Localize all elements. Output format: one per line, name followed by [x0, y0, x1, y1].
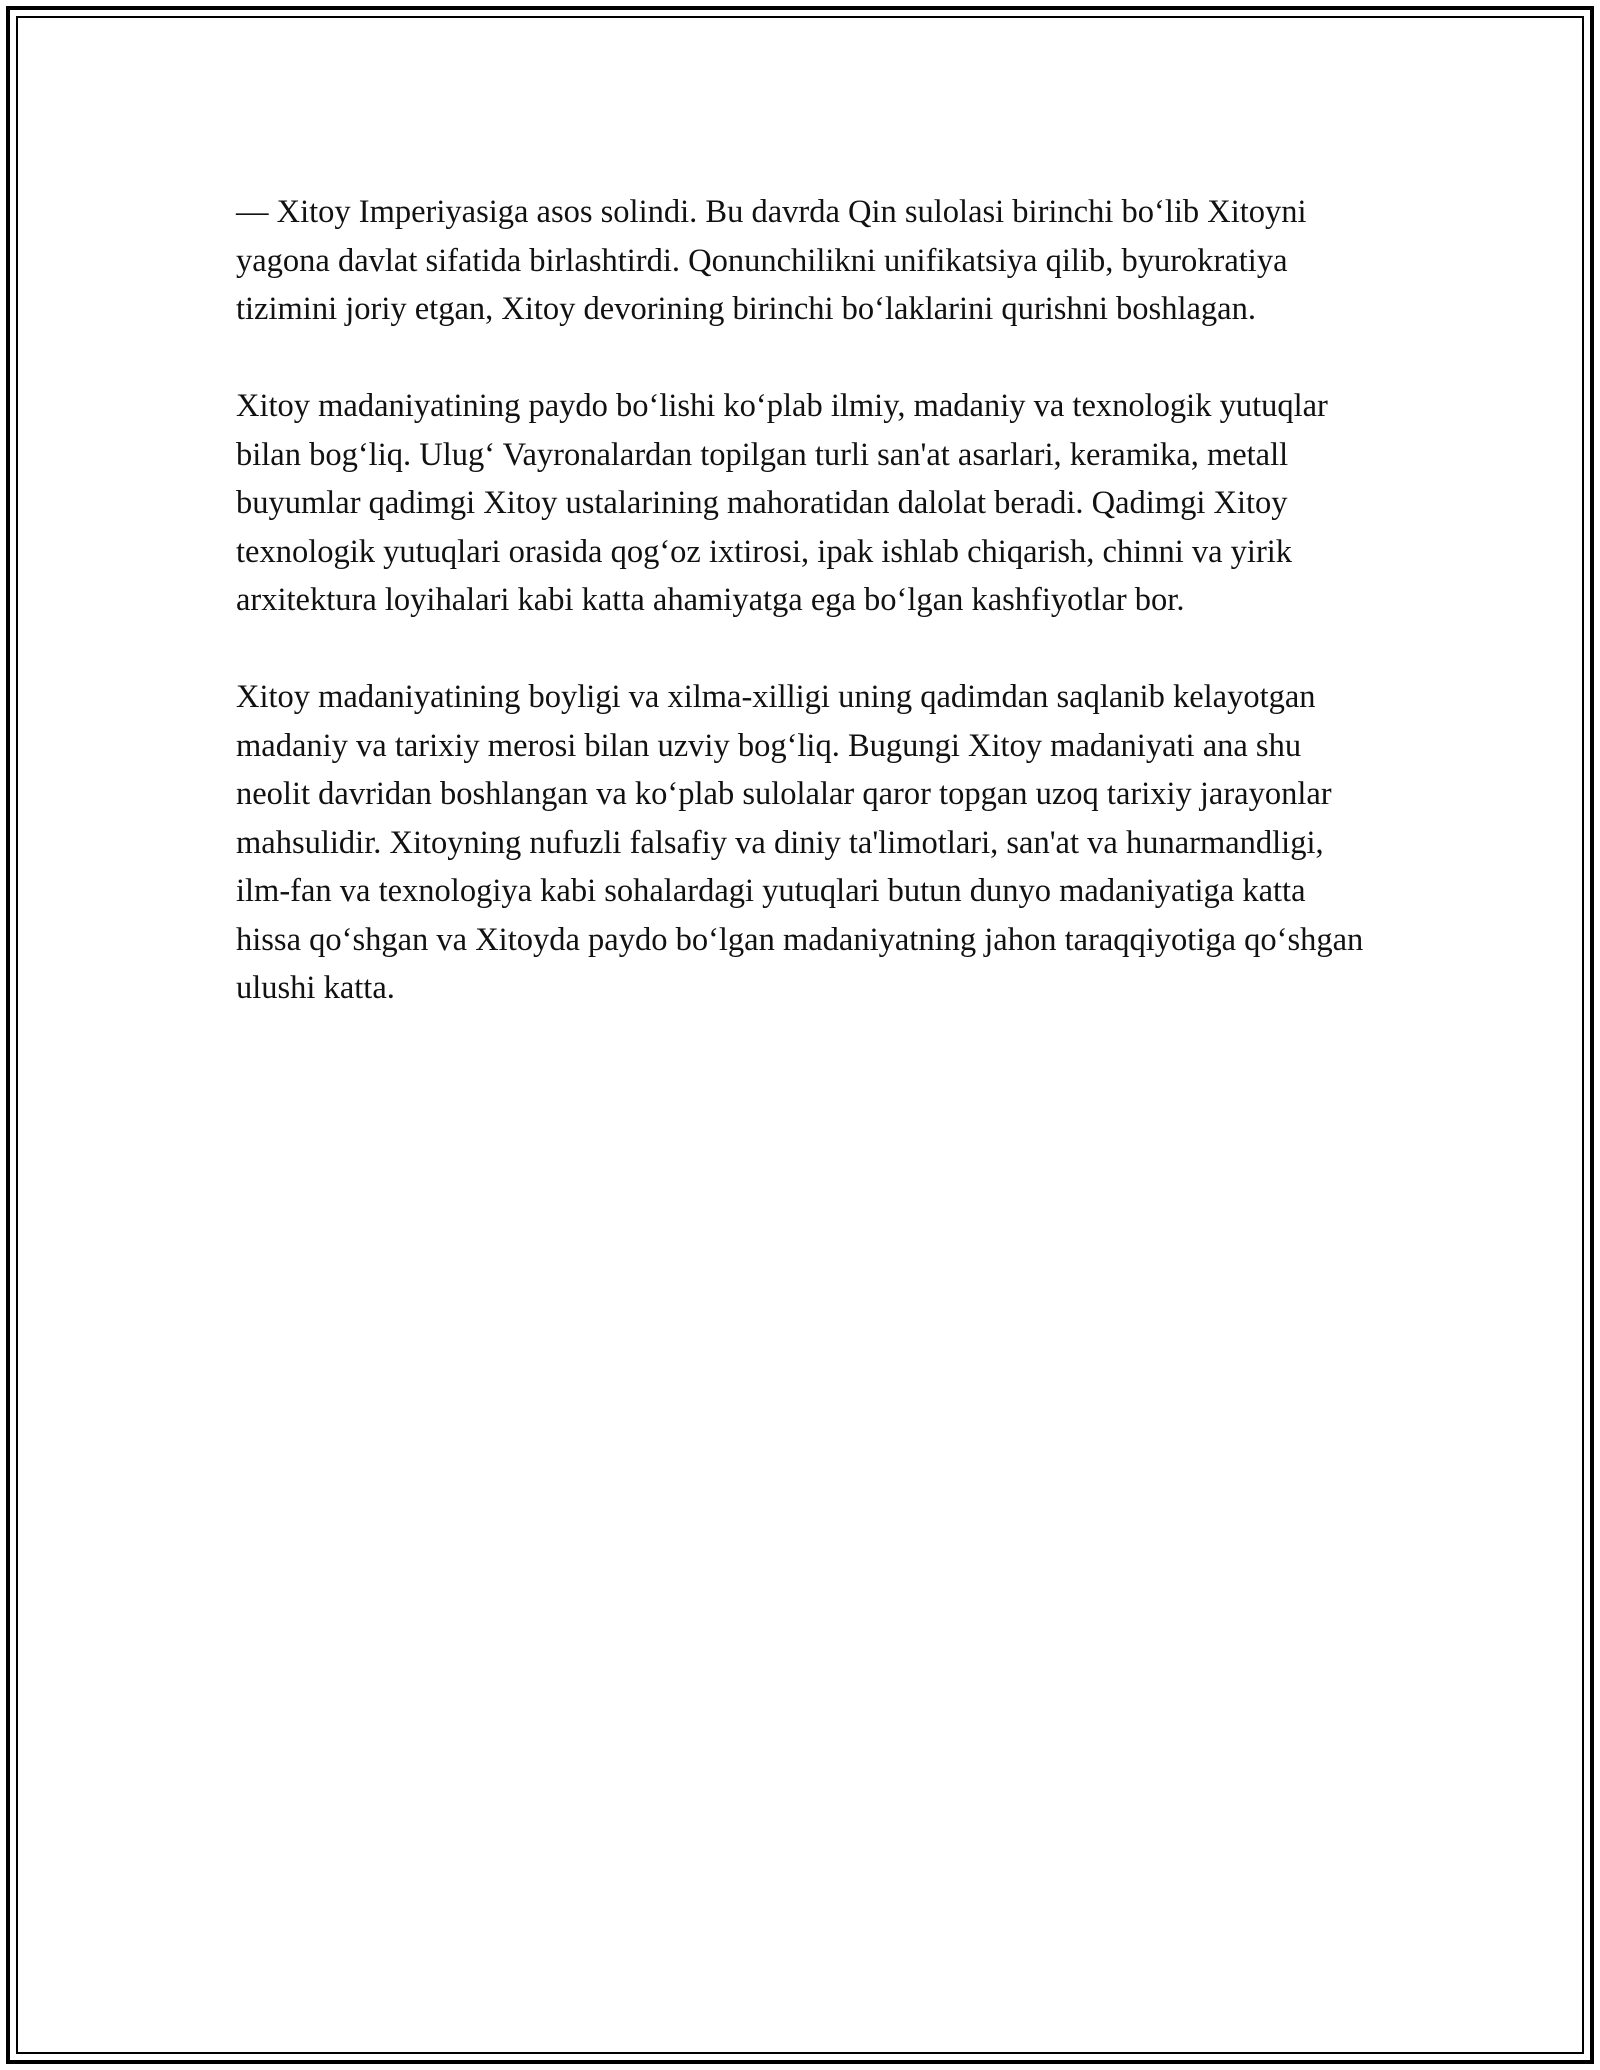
paragraph-2: Xitoy madaniyatining paydo bo‘lishi ko‘plab ilmiy, madaniy va texnologik yutuqlar bilan bog‘liq. Ulug‘ Vayronalardan topilgan turli san'at asarlari, keramika, metall buyumlar qadimgi Xitoy ustalarining mahoratidan dalolat beradi. Qadimgi Xitoy texnologik yutuqlari orasida qog‘oz ixtirosi, ipak ishlab chiqarish, chinni va yirik arxitektura loyihalari kabi katta ahamiyatga ega bo‘lgan kashfiyotlar bor. [236, 388, 1328, 618]
paragraph-1: — Xitoy Imperiyasiga asos solindi. Bu davrda Qin sulolasi birinchi bo‘lib Xitoyni yagona davlat sifatida birlashtirdi. Qonunchilikni unifikatsiya qilib, byurokratiya tizimini joriy etgan, Xitoy devorining birinchi bo‘laklarini qurishni boshlagan. [236, 194, 1307, 327]
paragraph-3: Xitoy madaniyatining boyligi va xilma-xilligi uning qadimdan saqlanib kelayotgan madaniy va tarixiy merosi bilan uzviy bog‘liq. Bugungi Xitoy madaniyati ana shu neolit davridan boshlangan va ko‘plab sulolalar qaror topgan uzoq tarixiy jarayonlar mahsulidir. Xitoyning nufuzli falsafiy va diniy ta'limotlari, san'at va hunarmandligi, ilm-fan va texnologiya kabi sohalardagi yutuqlari butun dunyo madaniyatiga katta hissa qo‘shgan va Xitoyda paydo bo‘lgan madaniyatning jahon taraqqiyotiga qo‘shgan ulushi katta. [236, 679, 1364, 1006]
document-body [236, 188, 1364, 1061]
